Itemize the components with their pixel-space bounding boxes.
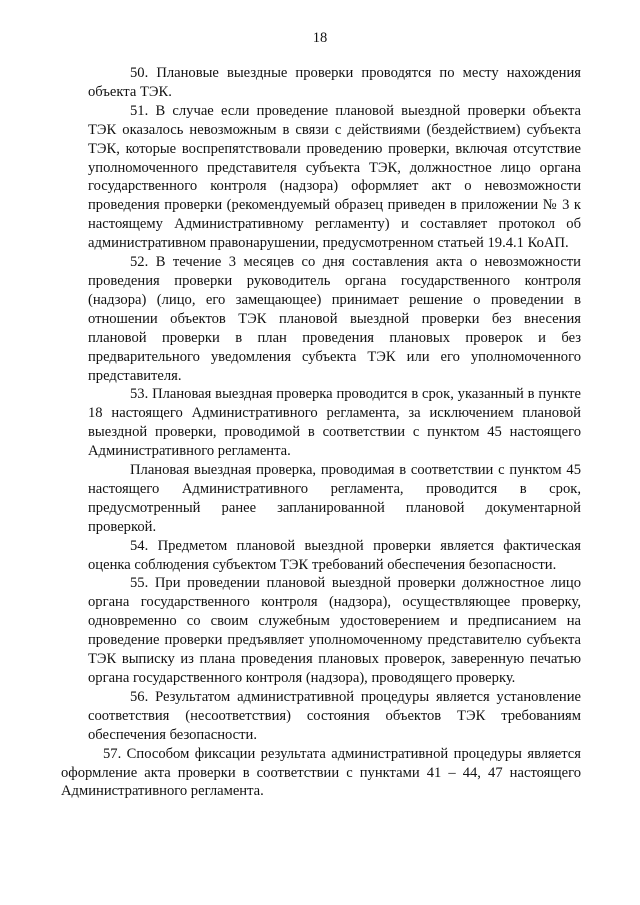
document-body — [61, 64, 581, 801]
paragraph-54: 54. Предметом плановой выездной проверки является фактическая оценка соблюдения субъектом ТЭК требований обеспечения безопасности. — [88, 537, 581, 573]
paragraph-53: 53. Плановая выездная проверка проводится в срок, указанный в пункте 18 настоящего Административного регламента, за исключением плановой выездной проверки, проводимой в соответствии с пунктом 45 настоящего Административного регламента. — [88, 386, 581, 460]
paragraph-53-continued: Плановая выездная проверка, проводимая в соответствии с пунктом 45 настоящего Административного регламента, проводится в срок, предусмотренный ранее запланированной плановой документарной проверкой. — [88, 462, 581, 535]
page-number: 18 — [312, 30, 328, 46]
paragraph-57: 57. Способом фиксации результата административной процедуры является оформление акта проверки в соответствии с пунктами 41 – 44, 47 настоящего Административного регламента. — [61, 745, 581, 800]
paragraph-56: 56. Результатом административной процедуры является установление соответствия (несоответствия) состояния объектов ТЭК требованиям обеспечения безопасности. — [88, 688, 581, 743]
paragraph-55: 55. При проведении плановой выездной проверки должностное лицо органа государственного контроля (надзора), осуществляющее проверку, одновременно со своим служебным удостоверением и предписанием на проведение проверки предъявляет уполномоченному представителю субъекта ТЭК выписку из плана проведения плановых проверок, заверенную печатью органа государственного контроля (надзора), проводящего проверку. — [88, 575, 581, 686]
paragraph-50: 50. Плановые выездные проверки проводятся по месту нахождения объекта ТЭК. — [88, 65, 581, 100]
paragraph-52: 52. В течение 3 месяцев со дня составления акта о невозможности проведения проверки руководитель органа государственного контроля (надзора) (лицо, его замещающее) принимает решение о проведении в отношении объектов ТЭК плановой выездной проверки без внесения плановой проверки в план проведения плановых проверок и без предварительного уведомления субъекта ТЭК или его уполномоченного представителя. — [88, 254, 581, 384]
paragraph-51: 51. В случае если проведение плановой выездной проверки объекта ТЭК оказалось невозможным в связи с действиями (бездействием) субъекта ТЭК, которые воспрепятствовали проведению проверки, включая отсутствие уполномоченного представителя субъекта ТЭК, должностное лицо органа государственного контроля (надзора) оформляет акт о невозможности проведения проверки (рекомендуемый образец приведен в приложении № 3 к настоящему Административному регламенту) и составляет протокол об административном правонарушении, предусмотренном статьей 19.4.1 КоАП. — [88, 102, 581, 252]
